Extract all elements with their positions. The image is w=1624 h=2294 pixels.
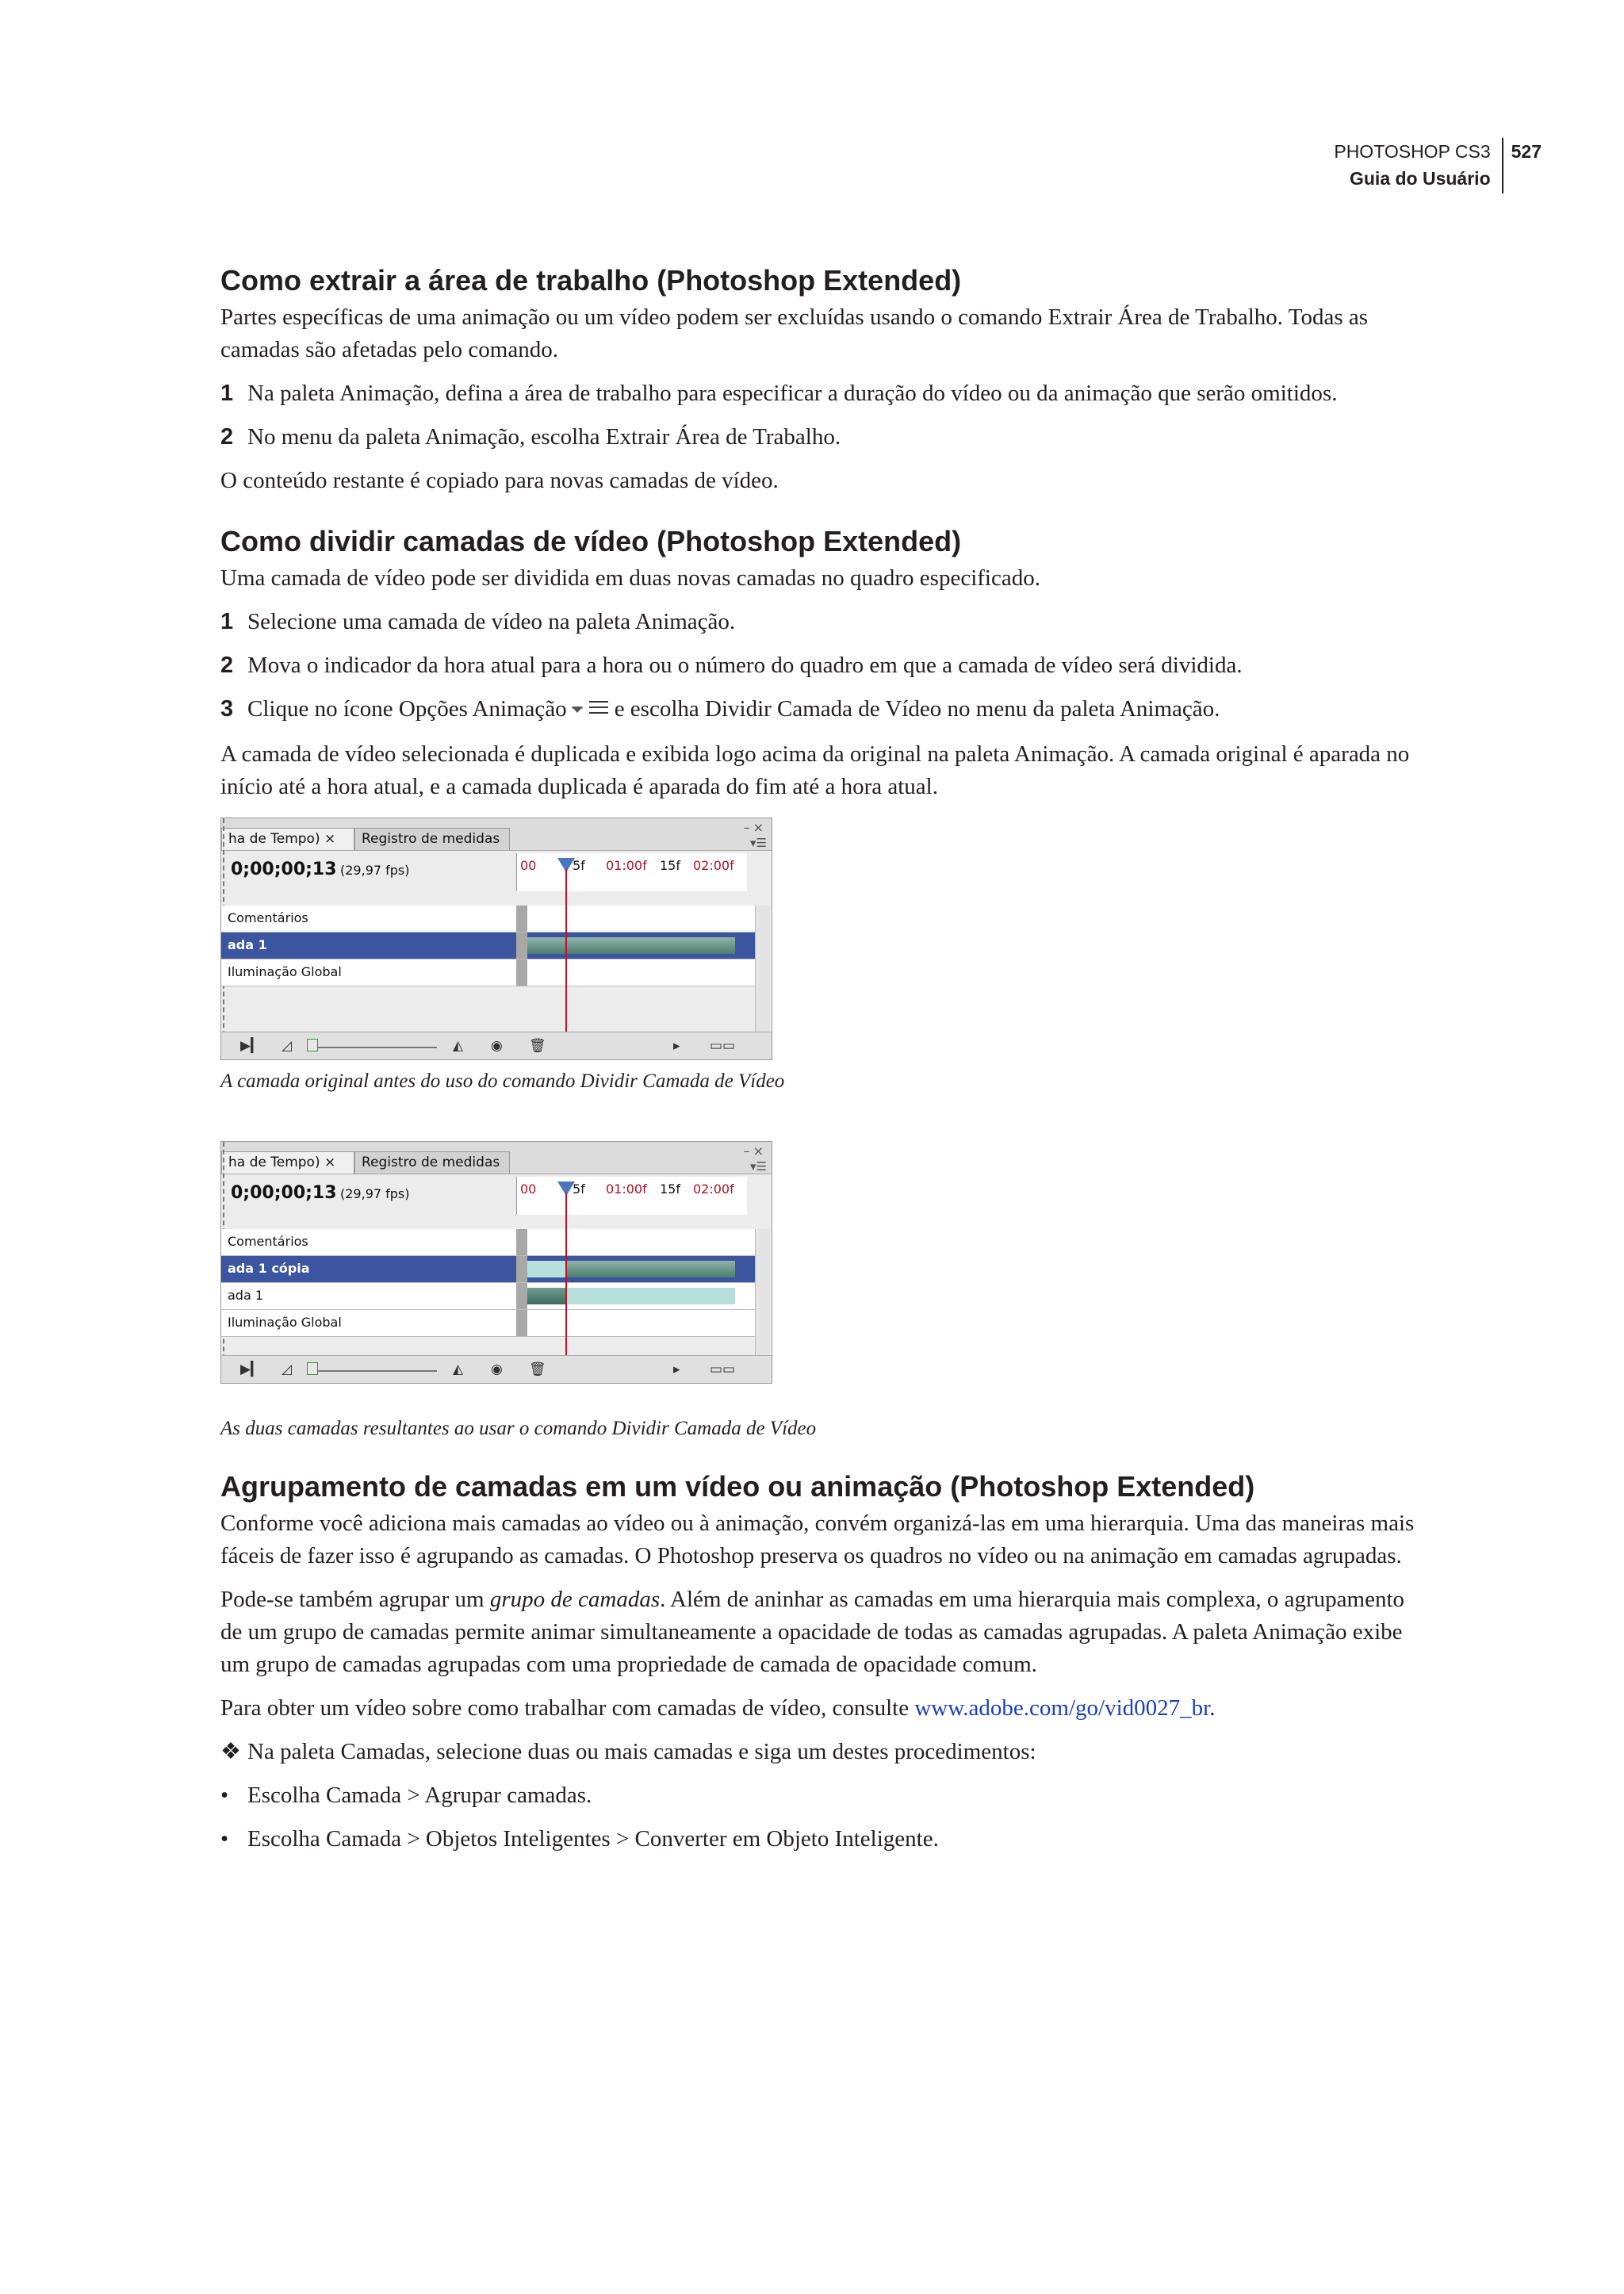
- layer-label: ada 1: [228, 1287, 264, 1303]
- section-paragraph: [220, 1692, 1426, 1725]
- convert-frames-icon[interactable]: ▭▭: [710, 1361, 736, 1377]
- running-header: [1334, 138, 1542, 193]
- zoom-slider-handle[interactable]: [307, 1362, 318, 1375]
- bullet-text: Escolha Camada > Objetos Inteligentes > Converter em Objeto Inteligente.: [247, 1825, 939, 1852]
- section-intro-split: Uma camada de vídeo pode ser dividida em duas novas camadas no quadro especificado.: [220, 565, 1040, 591]
- section-title-extract: Como extrair a área de trabalho (Photoshop Extended): [220, 264, 962, 297]
- tab-label: ha de Tempo): [228, 830, 320, 847]
- timecode-display: 0;00;00;13: [231, 1182, 337, 1203]
- step-text: Selecione uma camada de vídeo na paleta Animação.: [247, 609, 736, 634]
- layer-rows: [221, 906, 760, 986]
- palette-menu-icon[interactable]: ▾☰: [750, 835, 767, 850]
- video-clip-bar-trimmed[interactable]: [527, 1261, 565, 1277]
- page-number: 527: [1511, 141, 1542, 162]
- section-result-split: A camada de vídeo selecionada é duplicada e exibida logo acima da original na paleta Animação. A camada original é aparada no início até a hora atual, e a camada duplicada é aparada do fim até a hora atual.: [220, 741, 1410, 799]
- zoom-slider-handle[interactable]: [307, 1039, 318, 1051]
- tab-label: ha de Tempo): [228, 1154, 320, 1170]
- time-ruler[interactable]: [516, 1177, 747, 1215]
- step-number: 2: [220, 424, 234, 450]
- layer-row-selected[interactable]: [221, 1256, 760, 1283]
- step-text: Mova o indicador da hora atual para a hora ou o número do quadro em que a camada de vídeo será dividida.: [247, 653, 1243, 678]
- video-clip-bar[interactable]: [527, 1288, 565, 1304]
- close-icon[interactable]: ×: [324, 1154, 336, 1170]
- layer-label: Comentários: [228, 910, 308, 925]
- section-title-split: Como dividir camadas de vídeo (Photoshop Extended): [220, 525, 962, 557]
- delete-icon[interactable]: 🗑: [529, 1361, 546, 1377]
- layer-row-selected[interactable]: [221, 933, 760, 959]
- text-run: Para obter um vídeo sobre como trabalhar com camadas de vídeo, consulte: [220, 1695, 915, 1721]
- close-icon[interactable]: ×: [324, 830, 336, 847]
- step-item: [220, 649, 1426, 682]
- layer-label: ada 1 cópia: [228, 1260, 310, 1276]
- ruler-label: 5f: [573, 857, 585, 873]
- layer-label: ada 1: [228, 936, 267, 952]
- vertical-scrollbar[interactable]: [755, 906, 770, 1032]
- text-run: .: [1209, 1695, 1216, 1721]
- tab-animation[interactable]: [221, 1151, 354, 1174]
- zoom-out-icon[interactable]: ◿: [282, 1037, 293, 1054]
- timecode-display: 0;00;00;13: [231, 859, 337, 879]
- tab-measurement-log[interactable]: Registro de medidas: [354, 1151, 510, 1174]
- bullet-icon: •: [220, 1782, 229, 1808]
- ruler-label: 02:00f: [693, 857, 734, 873]
- layer-label: Comentários: [228, 1233, 308, 1249]
- video-clip-bar-trimmed[interactable]: [565, 1288, 735, 1304]
- step-text-before: Clique no ícone Opções Animação: [247, 696, 567, 722]
- ruler-label: 15f: [660, 857, 680, 873]
- figure-caption: A camada original antes do uso do comando Dividir Camada de Vídeo: [220, 1070, 785, 1092]
- step-number: 2: [220, 653, 234, 678]
- step-text: Na paleta Animação, defina a área de trabalho para especificar a duração do vídeo ou da animação que serão omitidos.: [247, 381, 1338, 406]
- layer-row[interactable]: [221, 1283, 760, 1310]
- section-intro-extract: Partes específicas de uma animação ou um vídeo podem ser excluídas usando o comando Extrair Área de Trabalho. Todas as camadas são afetadas pelo comando.: [220, 304, 1369, 362]
- section-paragraph: Conforme você adiciona mais camadas ao vídeo ou à animação, convém organizá-las em uma hierarquia. Uma das maneiras mais fáceis de fazer isso é agrupando as camadas. O Photoshop preserva os quadros no vídeo ou na animação em camadas agrupadas.: [220, 1510, 1415, 1568]
- fps-display: (29,97 fps): [340, 1185, 410, 1201]
- play-icon[interactable]: ▶▎: [240, 1361, 262, 1377]
- zoom-slider[interactable]: [310, 1370, 437, 1372]
- bullet-item: [220, 1823, 1426, 1855]
- ruler-label: 5f: [573, 1181, 585, 1197]
- ruler-label: 01:00f: [606, 857, 647, 873]
- ruler-label: 02:00f: [693, 1181, 734, 1197]
- vertical-scrollbar[interactable]: [755, 1229, 770, 1356]
- step-number: 1: [220, 609, 234, 634]
- ruler-label: 01:00f: [606, 1181, 647, 1197]
- onion-skin-icon[interactable]: ◉: [491, 1361, 503, 1377]
- current-time-line: [565, 869, 567, 1032]
- figure-caption: As duas camadas resultantes ao usar o comando Dividir Camada de Vídeo: [220, 1417, 817, 1439]
- header-guide: Guia do Usuário: [1349, 168, 1491, 189]
- step-text-after: e escolha Dividir Camada de Vídeo no menu da paleta Animação.: [614, 696, 1220, 722]
- bullet-item: [220, 1779, 1426, 1812]
- layer-row[interactable]: [221, 1229, 760, 1256]
- onion-skin-icon[interactable]: ◉: [491, 1037, 503, 1054]
- layer-label: Iluminação Global: [228, 1314, 342, 1330]
- tab-measurement-log[interactable]: Registro de medidas: [354, 828, 510, 850]
- video-link[interactable]: www.adobe.com/go/vid0027_br: [914, 1695, 1210, 1721]
- palette-tabs: [221, 1142, 772, 1174]
- page-content: [220, 263, 1426, 1867]
- animation-palette-after: [220, 1141, 772, 1384]
- layer-label: Iluminação Global: [228, 963, 342, 979]
- header-titles: [1334, 138, 1503, 193]
- text-run: . Além de aninhar as camadas em uma hierarquia mais complexa, o agrupamento de um grupo de camadas permite animar simultaneamente a opacidade de todas as camadas agrupadas. A paleta Animação exibe um grupo de camadas agrupadas com uma propriedade de camada de opacidade comum.: [220, 1586, 1405, 1677]
- header-product: PHOTOSHOP CS3: [1334, 141, 1491, 162]
- section-paragraph: [220, 1584, 1426, 1681]
- step-item: [220, 421, 1426, 454]
- video-clip-bar[interactable]: [565, 1261, 735, 1277]
- zoom-out-icon[interactable]: ◿: [282, 1361, 293, 1377]
- step-item: [220, 606, 1426, 638]
- action-marker-icon: ❖: [220, 1738, 241, 1764]
- ruler-label: 15f: [660, 1181, 680, 1197]
- action-item: [220, 1736, 1426, 1768]
- zoom-slider[interactable]: [310, 1047, 437, 1048]
- section-title-grouping: Agrupamento de camadas em um vídeo ou animação (Photoshop Extended): [220, 1469, 1255, 1503]
- palette-tabs: [221, 818, 772, 851]
- scroll-right-icon[interactable]: ▸: [673, 1361, 680, 1377]
- zoom-in-icon[interactable]: ◭: [453, 1037, 464, 1054]
- layer-row[interactable]: [221, 1310, 760, 1337]
- fps-display: (29,97 fps): [340, 862, 410, 878]
- bullet-icon: •: [220, 1825, 229, 1852]
- bullet-text: Escolha Camada > Agrupar camadas.: [247, 1782, 592, 1808]
- play-icon[interactable]: ▶▎: [240, 1037, 262, 1054]
- layer-row[interactable]: [221, 959, 760, 986]
- step-number: 1: [220, 381, 234, 406]
- emphasis-term: grupo de camadas: [489, 1586, 661, 1612]
- animation-palette-before: [220, 818, 772, 1060]
- text-run: Pode-se também agrupar um: [220, 1586, 490, 1612]
- window-controls-icon[interactable]: –×: [743, 1143, 767, 1158]
- video-clip-bar[interactable]: [527, 937, 735, 954]
- time-ruler[interactable]: [516, 853, 747, 891]
- step-text: No menu da paleta Animação, escolha Extrair Área de Trabalho.: [247, 424, 841, 450]
- section-result-extract: O conteúdo restante é copiado para novas camadas de vídeo.: [220, 468, 779, 493]
- animation-options-icon: [570, 695, 611, 727]
- palette-bottom-bar: [221, 1355, 772, 1383]
- zoom-in-icon[interactable]: ◭: [453, 1361, 464, 1377]
- palette-menu-icon[interactable]: ▾☰: [750, 1158, 767, 1174]
- action-text: Na paleta Camadas, selecione duas ou mais camadas e siga um destes procedimentos:: [247, 1738, 1036, 1764]
- window-controls-icon[interactable]: –×: [743, 819, 767, 835]
- step-number: 3: [220, 696, 234, 722]
- tab-animation[interactable]: [221, 828, 354, 850]
- convert-frames-icon[interactable]: ▭▭: [710, 1037, 736, 1054]
- palette-bottom-bar: [221, 1032, 772, 1059]
- layer-row[interactable]: [221, 906, 760, 933]
- ruler-label: 00: [520, 1181, 537, 1197]
- scroll-right-icon[interactable]: ▸: [673, 1037, 680, 1054]
- delete-icon[interactable]: 🗑: [529, 1037, 546, 1054]
- ruler-label: 00: [520, 857, 537, 873]
- layer-rows: [221, 1229, 760, 1337]
- step-item: [220, 693, 1426, 727]
- current-time-line: [565, 1193, 567, 1356]
- step-item: [220, 377, 1426, 410]
